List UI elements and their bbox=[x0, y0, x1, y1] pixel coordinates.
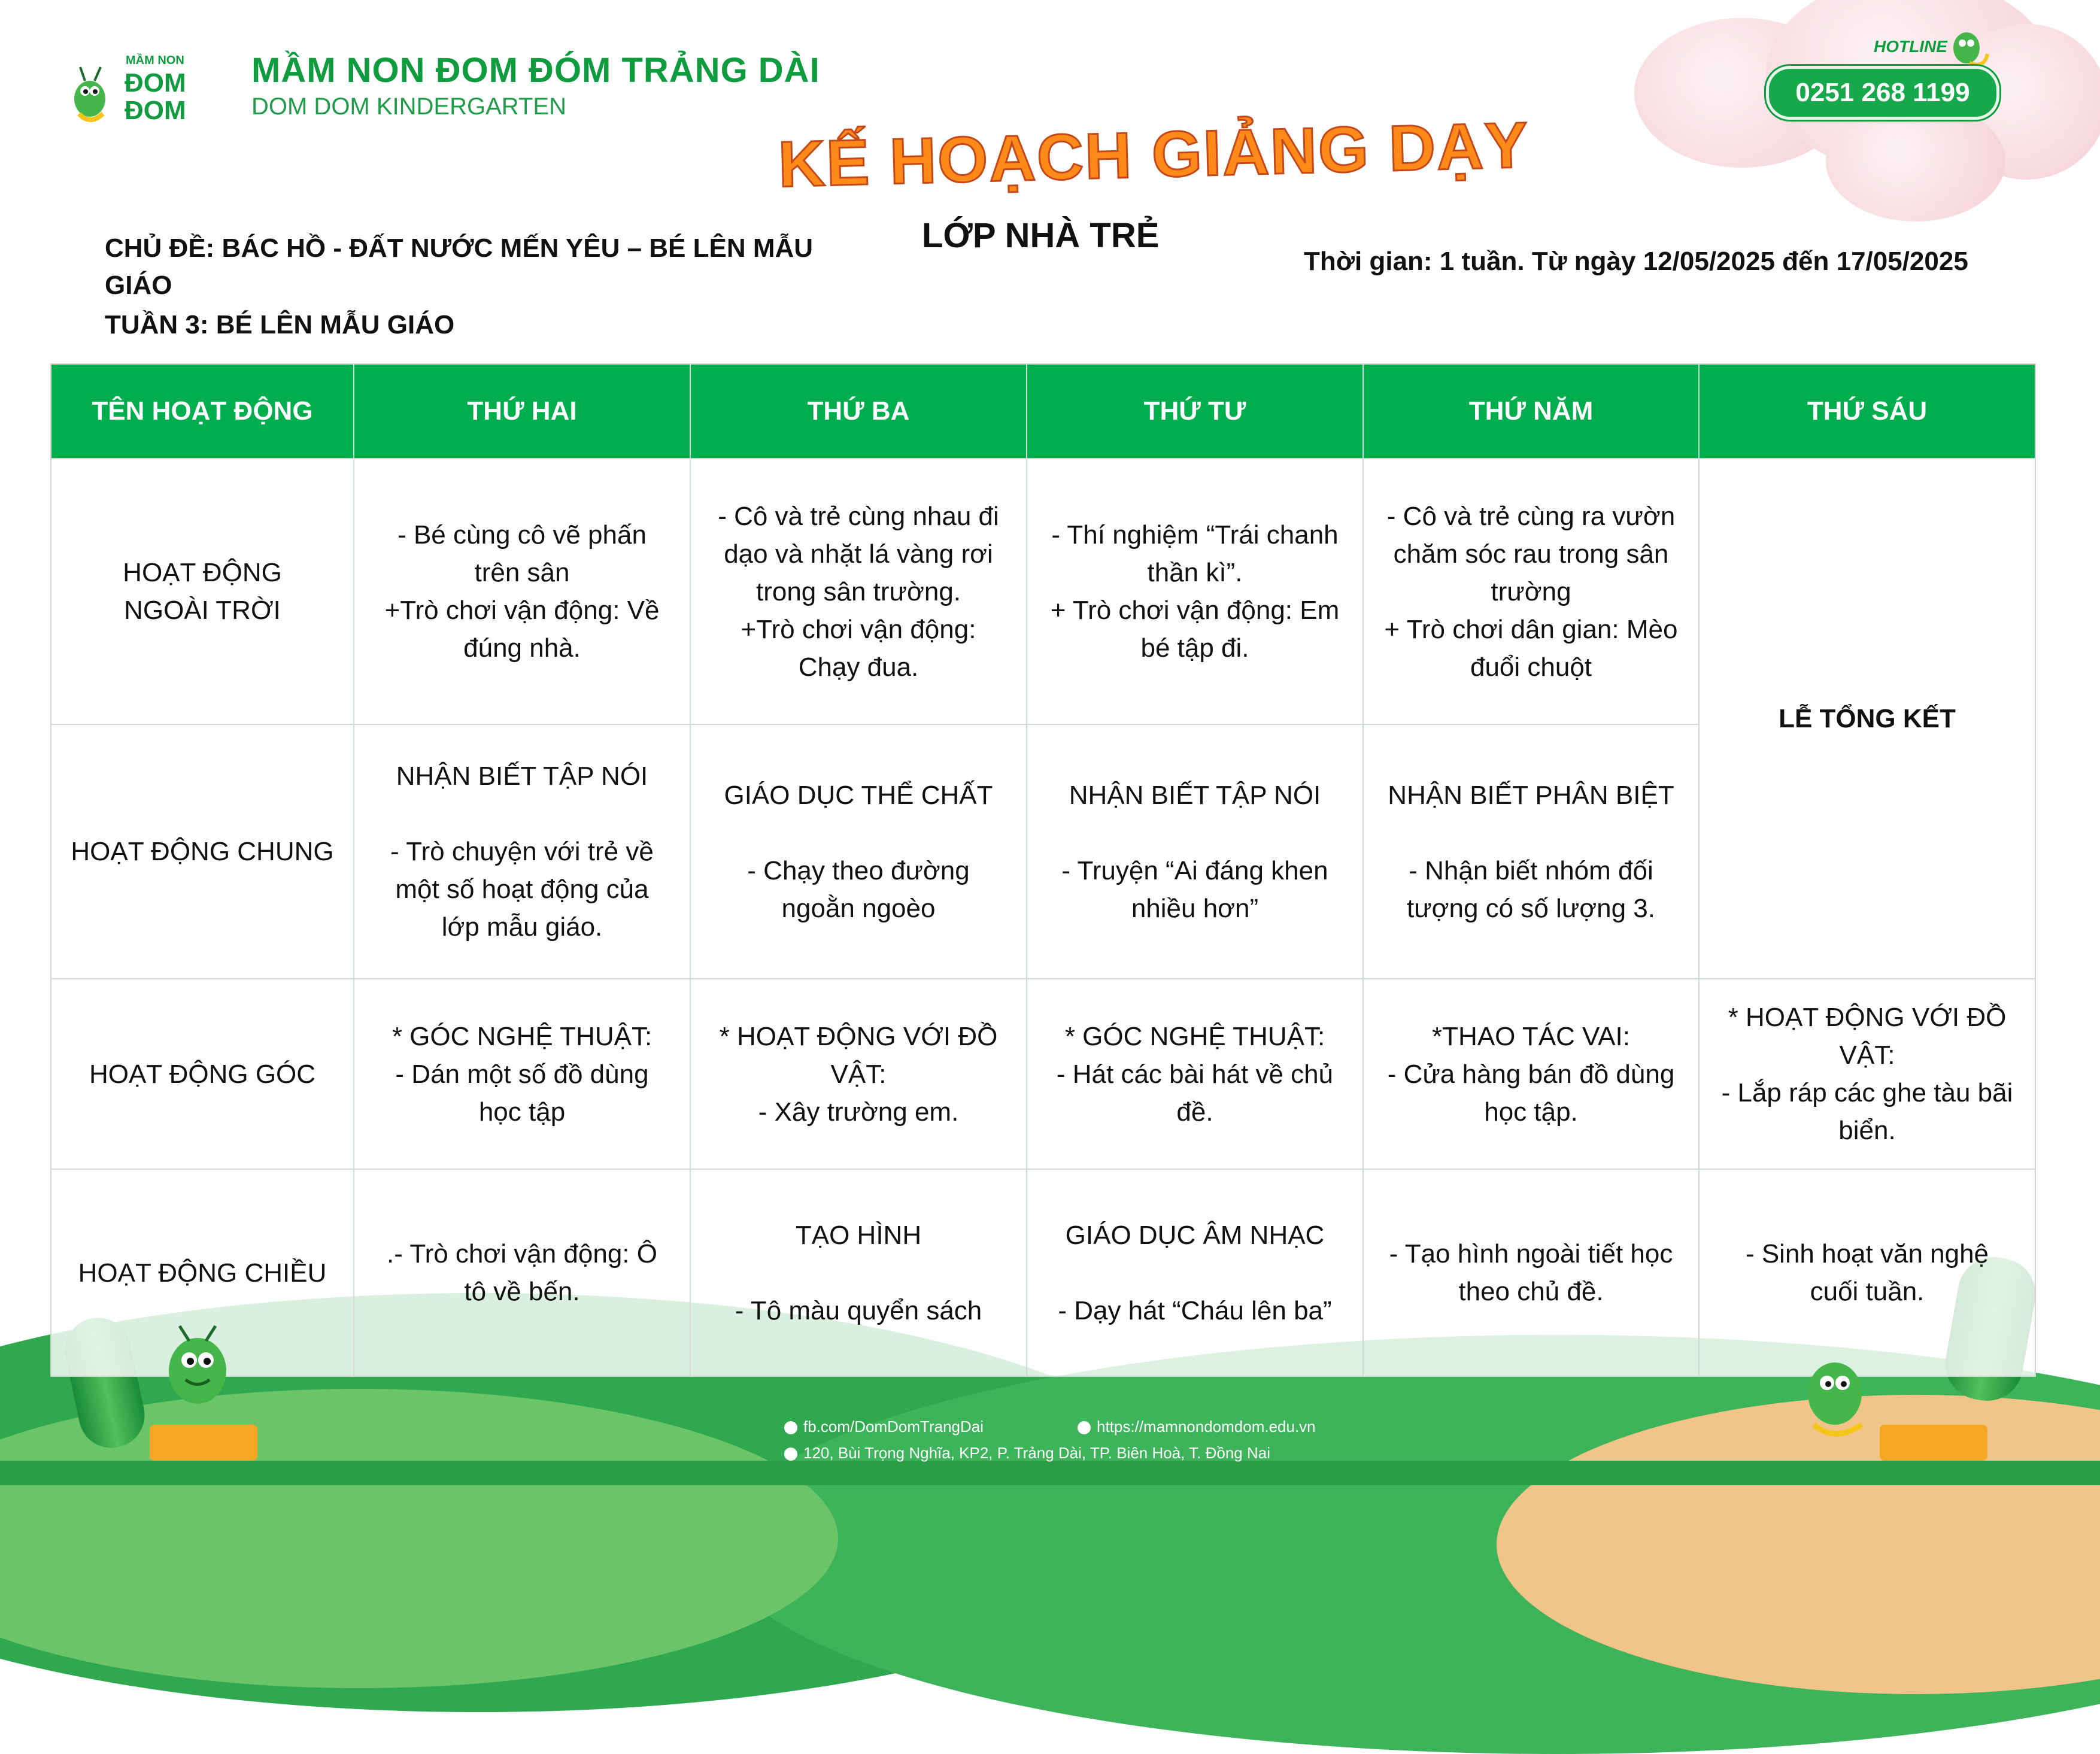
schedule-table bbox=[50, 363, 2036, 1377]
facebook-icon bbox=[784, 1421, 797, 1434]
plan-title: KẾ HOẠCH GIẢNG DẠY bbox=[777, 108, 1530, 201]
topic-line-2: GIÁO bbox=[105, 271, 172, 300]
header-friday: THỨ SÁU bbox=[1699, 364, 2035, 459]
table-row-outdoor bbox=[51, 459, 2035, 724]
facebook-link-text: fb.com/DomDomTrangDai bbox=[803, 1418, 984, 1436]
brand-subtitle: DOM DOM KINDERGARTEN bbox=[251, 93, 566, 120]
table-cell: NHẬN BIẾT TẬP NÓI - Truyện “Ai đáng khen nhiều hơn” bbox=[1027, 724, 1363, 979]
table-cell: - Bé cùng cô vẽ phấn trên sân +Trò chơi vận động: Về đúng nhà. bbox=[354, 459, 690, 724]
time-range: Thời gian: 1 tuần. Từ ngày 12/05/2025 đến 17/05/2025 bbox=[1304, 247, 1968, 276]
logo-text-small: MẦM NON bbox=[126, 54, 184, 67]
location-pin-icon bbox=[784, 1447, 797, 1461]
table-cell: - Cô và trẻ cùng nhau đi dạo và nhặt lá vàng rơi trong sân trường. +Trò chơi vận động: Chạy đua. bbox=[690, 459, 1027, 724]
header-activity-name: TÊN HOẠT ĐỘNG bbox=[51, 364, 354, 459]
closing-ceremony-cell: LỄ TỔNG KẾT bbox=[1699, 459, 2035, 979]
table-cell: .- Trò chơi vận động: Ô tô về bến. bbox=[354, 1169, 690, 1376]
hotline-number[interactable]: 0251 268 1199 bbox=[1766, 66, 1999, 120]
table-row-corner bbox=[51, 979, 2035, 1169]
table-cell: NHẬN BIẾT TẬP NÓI - Trò chuyện với trẻ về một số hoạt động của lớp mẫu giáo. bbox=[354, 724, 690, 979]
week-title: TUẦN 3: BÉ LÊN MẪU GIÁO bbox=[105, 310, 455, 339]
fence-decoration bbox=[1880, 1425, 1987, 1461]
table-cell: - Tạo hình ngoài tiết học theo chủ đề. bbox=[1363, 1169, 1699, 1376]
header-wednesday: THỨ TƯ bbox=[1027, 364, 1363, 459]
cloud-decoration bbox=[1826, 102, 2005, 221]
table-header-row bbox=[51, 364, 2035, 459]
row-label: HOẠT ĐỘNG CHIỀU bbox=[51, 1169, 354, 1376]
class-title: LỚP NHÀ TRẺ bbox=[922, 216, 1160, 255]
footer-website[interactable] bbox=[1078, 1418, 1316, 1436]
header-thursday: THỨ NĂM bbox=[1363, 364, 1699, 459]
globe-icon bbox=[1078, 1421, 1091, 1434]
firefly-mascot-icon bbox=[1940, 18, 1993, 72]
row-label: HOẠT ĐỘNG GÓC bbox=[51, 979, 354, 1169]
header-tuesday: THỨ BA bbox=[690, 364, 1027, 459]
footer-address bbox=[784, 1444, 1270, 1462]
school-logo bbox=[66, 54, 204, 126]
footer-facebook[interactable] bbox=[784, 1418, 984, 1436]
table-cell: - Sinh hoạt văn nghệ cuối tuần. bbox=[1699, 1169, 2035, 1376]
table-cell: - Cô và trẻ cùng ra vườn chăm sóc rau trong sân trường + Trò chơi dân gian: Mèo đuổi chuột bbox=[1363, 459, 1699, 724]
table-cell: GIÁO DỤC ÂM NHẠC - Dạy hát “Cháu lên ba” bbox=[1027, 1169, 1363, 1376]
firefly-mascot-icon bbox=[150, 1323, 245, 1425]
row-label: HOẠT ĐỘNG CHUNG bbox=[51, 724, 354, 979]
footer-band bbox=[0, 1461, 2100, 1485]
table-row-afternoon bbox=[51, 1169, 2035, 1376]
table-cell: GIÁO DỤC THỂ CHẤT - Chạy theo đường ngoằn ngoèo bbox=[690, 724, 1027, 979]
logo-text-dom2: ĐOM bbox=[125, 96, 186, 125]
logo-text-dom1: ĐOM bbox=[125, 68, 186, 98]
header-monday: THỨ HAI bbox=[354, 364, 690, 459]
fence-decoration bbox=[150, 1425, 257, 1461]
table-cell: - Thí nghiệm “Trái chanh thần kì”. + Trò chơi vận động: Em bé tập đi. bbox=[1027, 459, 1363, 724]
table-cell: *THAO TÁC VAI: - Cửa hàng bán đồ dùng học tập. bbox=[1363, 979, 1699, 1169]
table-cell: TẠO HÌNH - Tô màu quyển sách bbox=[690, 1169, 1027, 1376]
brand-title: MẦM NON ĐOM ĐÓM TRẢNG DÀI bbox=[251, 51, 820, 90]
table-cell: NHẬN BIẾT PHÂN BIỆT - Nhận biết nhóm đối tượng có số lượng 3. bbox=[1363, 724, 1699, 979]
table-cell: * GÓC NGHỆ THUẬT: - Dán một số đồ dùng học tập bbox=[354, 979, 690, 1169]
firefly-mascot-icon bbox=[1790, 1347, 1880, 1443]
row-label: HOẠT ĐỘNG NGOÀI TRỜI bbox=[51, 459, 354, 724]
address-text: 120, Bùi Trọng Nghĩa, KP2, P. Trảng Dài, TP. Biên Hoà, T. Đồng Nai bbox=[803, 1444, 1270, 1462]
hotline-label: HOTLINE bbox=[1874, 37, 1947, 56]
topic-line-1: CHỦ ĐỀ: BÁC HỒ - ĐẤT NƯỚC MẾN YÊU – BÉ LÊN MẪU bbox=[105, 233, 814, 263]
table-cell: * HOẠT ĐỘNG VỚI ĐỒ VẬT: - Xây trường em. bbox=[690, 979, 1027, 1169]
website-link-text: https://mamnondomdom.edu.vn bbox=[1097, 1418, 1316, 1436]
table-cell: * HOẠT ĐỘNG VỚI ĐỒ VẬT: - Lắp ráp các ghe tàu bãi biển. bbox=[1699, 979, 2035, 1169]
table-cell: * GÓC NGHỆ THUẬT: - Hát các bài hát về chủ đề. bbox=[1027, 979, 1363, 1169]
